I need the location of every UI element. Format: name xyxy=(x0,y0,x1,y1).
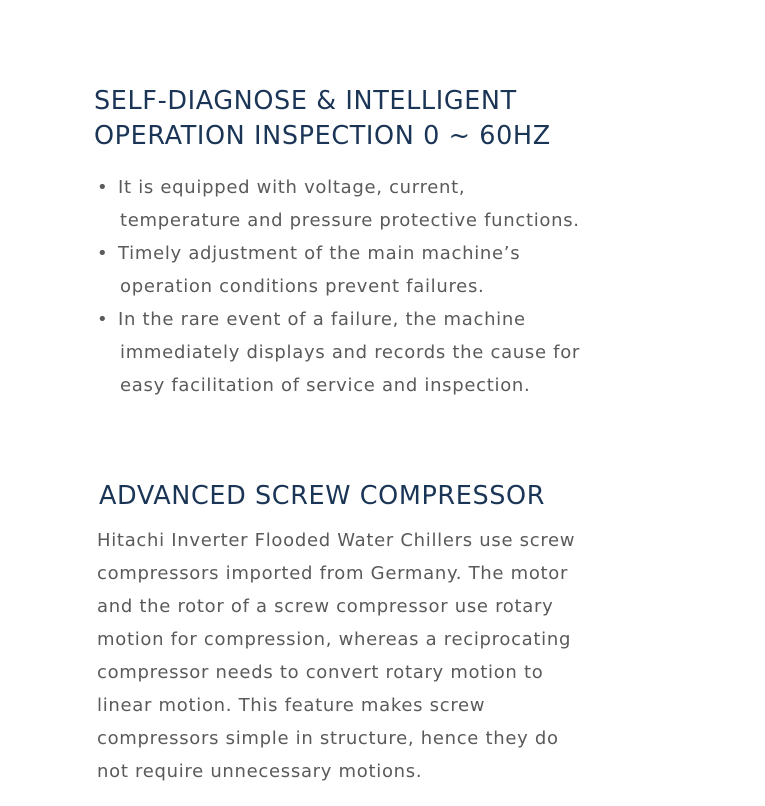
bullet-line: It is equipped with voltage, current, xyxy=(118,177,466,198)
feature-bullet-list xyxy=(97,171,580,402)
bullet-line: In the rare event of a failure, the machine xyxy=(118,309,526,330)
bullet-dot: • xyxy=(97,177,109,198)
paragraph-line: not require unnecessary motions. xyxy=(97,761,423,782)
bullet-line: easy facilitation of service and inspection. xyxy=(120,375,531,396)
feature-bullet-item xyxy=(97,237,580,303)
bullet-line: operation conditions prevent failures. xyxy=(120,276,485,297)
paragraph-line: and the rotor of a screw compressor use rotary xyxy=(97,596,554,617)
paragraph-line: linear motion. This feature makes screw xyxy=(97,695,486,716)
section-title-line: SELF-DIAGNOSE & INTELLIGENT xyxy=(94,86,517,116)
compressor-description-paragraph xyxy=(97,524,575,788)
feature-bullet-item xyxy=(97,171,580,237)
paragraph-line: compressors simple in structure, hence they do xyxy=(97,728,559,749)
bullet-line: Timely adjustment of the main machine’s xyxy=(118,243,521,264)
section-title-self-diagnose xyxy=(94,84,551,154)
bullet-line: immediately displays and records the cause for xyxy=(120,342,581,363)
section-title-advanced-screw-compressor: ADVANCED SCREW COMPRESSOR xyxy=(99,481,546,511)
section-title-line: OPERATION INSPECTION 0 ~ 60HZ xyxy=(94,121,551,151)
paragraph-line: compressor needs to convert rotary motion to xyxy=(97,662,544,683)
feature-bullet-item xyxy=(97,303,580,402)
bullet-dot: • xyxy=(97,309,109,330)
bullet-line: temperature and pressure protective functions. xyxy=(120,210,580,231)
paragraph-line: Hitachi Inverter Flooded Water Chillers use screw xyxy=(97,530,576,551)
paragraph-line: compressors imported from Germany. The motor xyxy=(97,563,569,584)
paragraph-line: motion for compression, whereas a reciprocating xyxy=(97,629,572,650)
bullet-dot: • xyxy=(97,243,109,264)
